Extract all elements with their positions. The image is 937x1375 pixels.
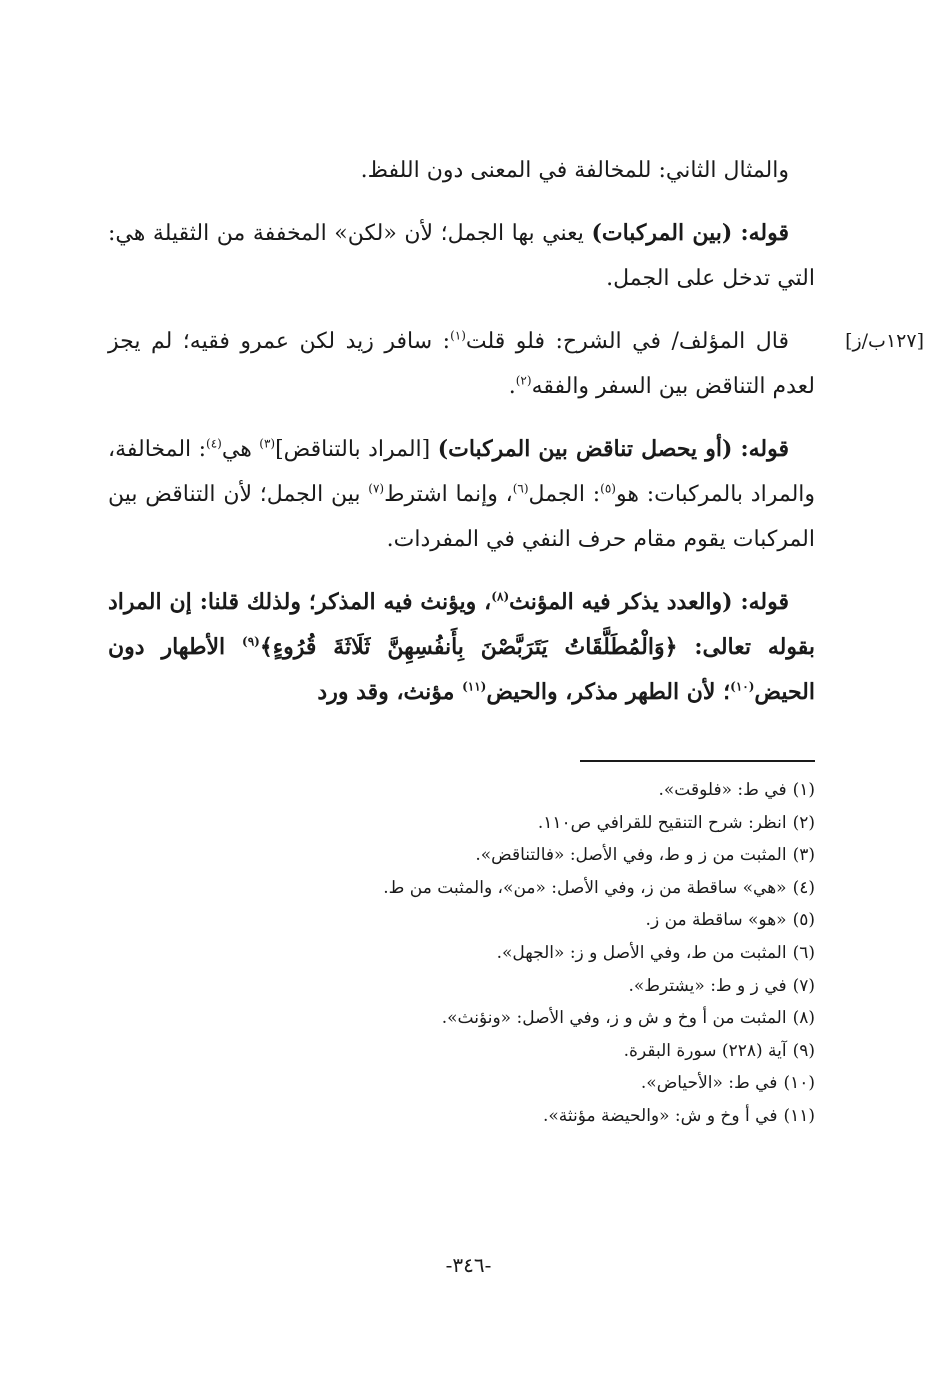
margin-folio-note: [١٢٧ب/ز] [845, 330, 924, 352]
footnote-item [108, 1067, 815, 1100]
paragraph-text: قوله: (والعدد يذكر فيه المؤنث [509, 589, 789, 615]
footnote-text: في ط: «الأحياض». [640, 1073, 778, 1094]
footnote-item [108, 937, 815, 970]
footnote-ref-6[interactable]: (٦) [512, 481, 529, 496]
paragraph-text: [المراد بالتناقض] [275, 437, 438, 462]
footnote-item [108, 904, 815, 937]
paragraph-text: مؤنث، وقد ورد [317, 679, 463, 705]
quoted-lemma: قوله: (بين المركبات) [591, 220, 789, 246]
footnote-text: في ط: «فلوقت». [658, 780, 787, 800]
footnote-item [108, 774, 815, 807]
paragraph-text: : المخالفة، والمراد بالمركبات: هو [108, 437, 816, 507]
footnote-text: المثبت من ط، وفي الأصل و ز: «الجهل». [496, 942, 787, 963]
footnote-number: (١) [792, 780, 815, 800]
footnote-ref-5[interactable]: (٥) [600, 481, 616, 496]
paragraph-text: هي [221, 437, 260, 462]
footnote-number: (٣) [792, 845, 815, 866]
paragraph-1 [108, 148, 815, 193]
page-number: -٣٤٦- [445, 1253, 492, 1277]
footnote-number: (٧) [792, 975, 815, 996]
quoted-lemma: قوله: (أو يحصل تناقض بين المركبات) [437, 436, 790, 462]
footnote-ref-9[interactable]: (٩) [242, 634, 260, 649]
footnote-item [108, 1002, 815, 1035]
footnote-ref-3[interactable]: (٣) [259, 436, 276, 451]
footnote-item [108, 807, 815, 840]
footnote-text: آية (٢٢٨) سورة البقرة. [623, 1040, 787, 1061]
footnote-text: انظر: شرح التنقيح للقرافي ص١١٠. [537, 812, 787, 833]
footnote-ref-10[interactable]: (١٠) [730, 679, 755, 694]
footnote-ref-1[interactable]: (١) [450, 328, 466, 343]
paragraph-text: قال المؤلف/ في الشرح: فلو قلت [465, 329, 789, 354]
footnote-number: (٦) [792, 942, 815, 963]
paragraph-text: : سافر زيد لكن عمرو فقيه؛ لم يجز لعدم التناقض بين السفر والفقه [108, 329, 815, 399]
footnote-item [108, 970, 815, 1003]
footnote-number: (٢) [792, 812, 815, 833]
footnote-number: (١٠) [783, 1073, 815, 1094]
footnote-text: المثبت من ز و ط، وفي الأصل: «فالتناقض». [475, 845, 787, 866]
footnote-separator-rule [580, 760, 815, 762]
footnote-ref-2[interactable]: (٢) [515, 373, 532, 388]
paragraph-text: ، وإنما اشترط [384, 482, 513, 507]
footnote-text: المثبت من أ وخ و ش و ز، وفي الأصل: «ونؤنث». [441, 1008, 787, 1029]
footnote-item [108, 1035, 815, 1068]
footnote-number: (٤) [792, 877, 815, 898]
footnote-number: (٨) [792, 1008, 815, 1029]
paragraph-4 [108, 427, 815, 562]
footnote-number: (٩) [792, 1040, 815, 1061]
footnote-item [108, 1100, 815, 1133]
footnote-ref-11[interactable]: (١١) [462, 679, 487, 694]
paragraph-2 [108, 211, 815, 301]
footnotes-list [108, 774, 815, 1133]
footnote-ref-8[interactable]: (٨) [491, 589, 510, 604]
footnote-text: «هو» ساقطة من ز. [645, 910, 787, 931]
paragraph-text: والمثال الثاني: للمخالفة في المعنى دون اللفظ. [360, 158, 789, 183]
footnote-number: (٥) [792, 910, 815, 931]
footnote-text: «هي» ساقطة من ز، وفي الأصل: «من»، والمثبت من ط. [383, 877, 787, 898]
paragraph-5 [108, 580, 815, 715]
footnote-ref-4[interactable]: (٤) [206, 436, 222, 451]
main-text-body [108, 148, 815, 733]
paragraph-text: ؛ لأن الطهر مذكر، والحيض [486, 679, 731, 705]
footnote-item [108, 872, 815, 905]
footnote-ref-7[interactable]: (٧) [368, 481, 385, 496]
footnote-number: (١١) [783, 1105, 815, 1126]
footnote-text: في ز و ط: «يشترط». [628, 975, 787, 996]
footnote-text: في أ وخ و ش: «والحيضة مؤنثة». [542, 1105, 778, 1126]
paragraph-text: يعني بها الجمل؛ لأن «لكن» المخففة من الثقيلة هي: التي تدخل على الجمل. [108, 221, 815, 291]
paragraph-text: الأطهار دون الحيض [108, 634, 815, 705]
paragraph-text: . [508, 374, 516, 399]
paragraph-3 [108, 319, 815, 409]
paragraph-text: بين الجمل؛ لأن التناقض بين المركبات يقوم مقام حرف النفي في المفردات. [108, 482, 815, 552]
footnote-item [108, 839, 815, 872]
paragraph-text: : الجمل [528, 482, 601, 507]
paragraph-text: ، ويؤنث فيه المذكر؛ ولذلك قلنا: إن المراد بقوله تعالى: ﴿وَالْمُطَلَّقَاتُ يَتَرَبَّصْنَ بِأَنفُسِهِنَّ ثَلَاثَةَ قُرُوءٍ﴾ [108, 589, 815, 660]
